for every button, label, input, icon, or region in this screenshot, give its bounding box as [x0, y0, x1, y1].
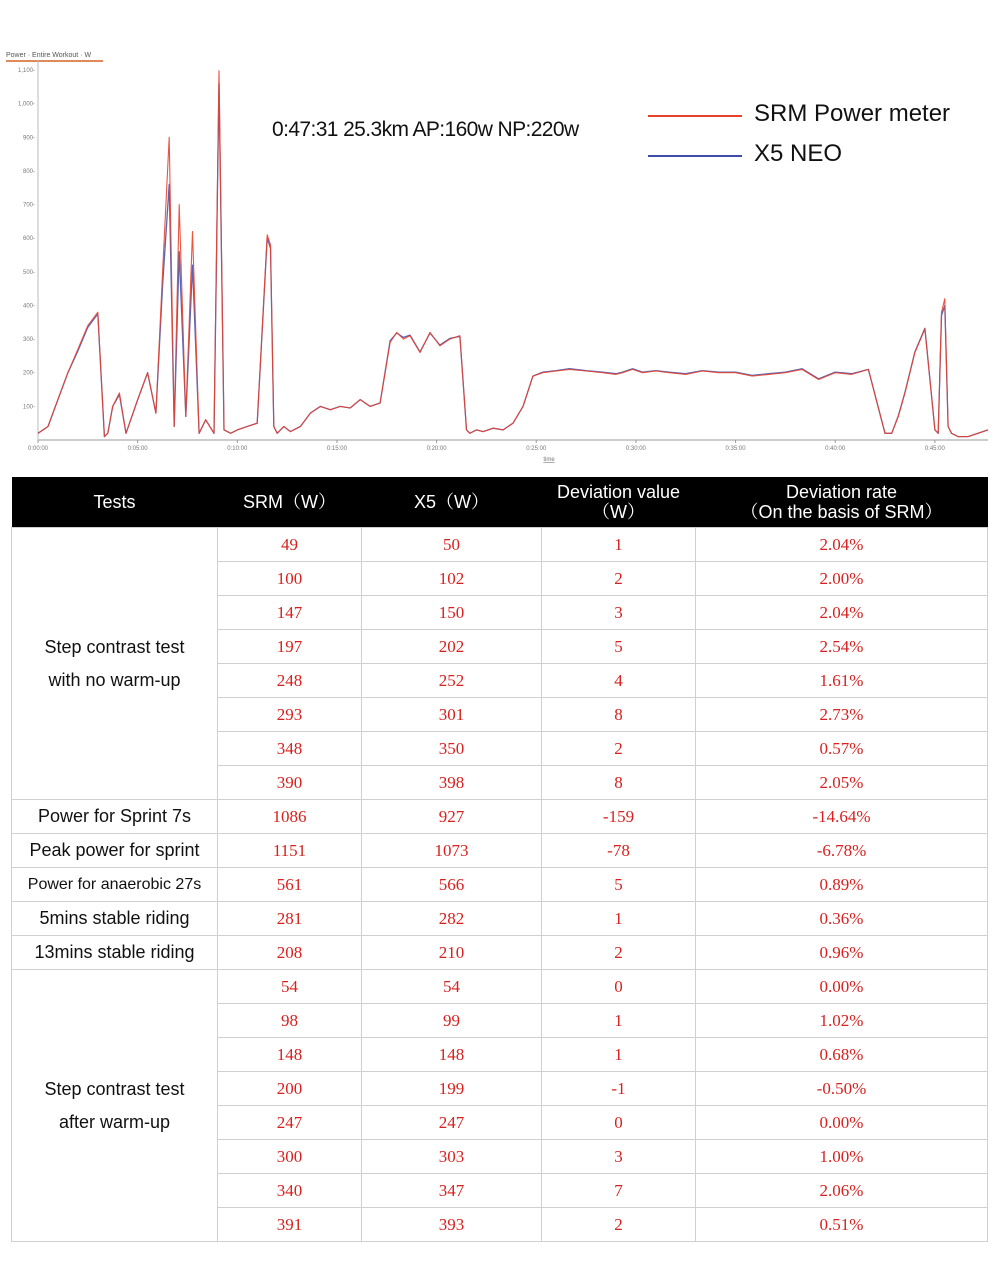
srm-value: 247 [218, 1106, 362, 1140]
deviation-rate: 0.36% [696, 902, 988, 936]
deviation-rate: -14.64% [696, 800, 988, 834]
table-row [12, 970, 988, 1004]
test-name-cell: Power for Sprint 7s [12, 800, 218, 834]
deviation-value: -1 [542, 1072, 696, 1106]
y-tick-label: 700- [22, 202, 35, 209]
x5-value: 102 [362, 562, 542, 596]
deviation-value: 8 [542, 766, 696, 800]
deviation-rate: 2.05% [696, 766, 988, 800]
deviation-value: 2 [542, 936, 696, 970]
x5-value: 347 [362, 1174, 542, 1208]
srm-value: 391 [218, 1208, 362, 1242]
table-body [12, 528, 988, 1242]
x-tick-label: 0:10:00 [227, 446, 248, 452]
header-tests: Tests [12, 477, 218, 528]
srm-value: 390 [218, 766, 362, 800]
test-name-line2: with no warm-up [48, 669, 181, 690]
x5-value: 282 [362, 902, 542, 936]
x5-value: 210 [362, 936, 542, 970]
x5-value: 202 [362, 630, 542, 664]
test-name-cell [12, 528, 218, 800]
legend-line-srm [648, 115, 742, 117]
x5-value: 301 [362, 698, 542, 732]
x-axis-label: time [543, 457, 555, 463]
x-tick-label: 0:15:00 [326, 446, 347, 452]
deviation-value: 1 [542, 1038, 696, 1072]
table-row [12, 834, 988, 868]
table-header-row [12, 477, 988, 528]
y-tick-label: 1,100- [17, 68, 35, 74]
legend-label-x5: X5 NEO [754, 140, 843, 167]
deviation-value: 4 [542, 664, 696, 698]
x5-value: 927 [362, 800, 542, 834]
srm-value: 300 [218, 1140, 362, 1174]
y-tick-label: 200- [22, 370, 35, 377]
deviation-rate: 1.00% [696, 1140, 988, 1174]
power-chart [0, 40, 1000, 470]
x-tick-label: 0:30:00 [625, 446, 646, 452]
test-name-cell [12, 970, 218, 1242]
test-name-cell: 13mins stable riding [12, 936, 218, 970]
x-tick-label: 0:00:00 [27, 446, 49, 452]
table-row [12, 936, 988, 970]
srm-value: 147 [218, 596, 362, 630]
legend-line-x5 [648, 155, 742, 157]
test-name-line1: Step contrast test [44, 636, 185, 657]
comparison-table [11, 477, 988, 1242]
test-name-line2: after warm-up [58, 1111, 171, 1132]
x5-value: 150 [362, 596, 542, 630]
deviation-value: 1 [542, 902, 696, 936]
y-tick-label: 1,000- [17, 101, 35, 108]
table-row [12, 902, 988, 936]
deviation-value: 0 [542, 1106, 696, 1140]
x5-value: 566 [362, 868, 542, 902]
table-row [12, 528, 988, 562]
srm-value: 1151 [218, 834, 362, 868]
srm-value: 54 [218, 970, 362, 1004]
srm-value: 148 [218, 1038, 362, 1072]
deviation-rate: -6.78% [696, 834, 988, 868]
header-deviation-rate-line1: Deviation rate [785, 482, 898, 502]
deviation-rate: -0.50% [696, 1072, 988, 1106]
deviation-value: -159 [542, 800, 696, 834]
srm-value: 98 [218, 1004, 362, 1038]
deviation-rate: 2.04% [696, 528, 988, 562]
x5-value: 99 [362, 1004, 542, 1038]
x5-value: 252 [362, 664, 542, 698]
x5-value: 398 [362, 766, 542, 800]
y-tick-label: 500- [22, 269, 35, 276]
srm-value: 197 [218, 630, 362, 664]
x5-value: 1073 [362, 834, 542, 868]
test-name-line1: Step contrast test [44, 1078, 185, 1099]
srm-value: 200 [218, 1072, 362, 1106]
deviation-value: 5 [542, 868, 696, 902]
deviation-rate: 2.00% [696, 562, 988, 596]
x-tick-label: 0:25:00 [526, 446, 547, 452]
x-tick-label: 0:45:00 [924, 446, 945, 452]
srm-value: 348 [218, 732, 362, 766]
chart-tab-label[interactable]: Power · Entire Workout · W [6, 52, 103, 62]
x5-value: 350 [362, 732, 542, 766]
deviation-value: 7 [542, 1174, 696, 1208]
deviation-rate: 0.89% [696, 868, 988, 902]
deviation-rate: 2.04% [696, 596, 988, 630]
deviation-rate: 2.06% [696, 1174, 988, 1208]
srm-value: 208 [218, 936, 362, 970]
deviation-value: 3 [542, 1140, 696, 1174]
deviation-value: 1 [542, 528, 696, 562]
y-tick-label: 900- [22, 135, 35, 142]
x5-value: 303 [362, 1140, 542, 1174]
test-name-cell: 5mins stable riding [12, 902, 218, 936]
test-name-cell: Peak power for sprint [12, 834, 218, 868]
deviation-rate: 0.00% [696, 970, 988, 1004]
x5-value: 247 [362, 1106, 542, 1140]
deviation-value: 2 [542, 732, 696, 766]
header-deviation-rate-line2: （On the basis of SRM） [740, 502, 943, 522]
deviation-rate: 0.96% [696, 936, 988, 970]
x-tick-label: 0:05:00 [127, 446, 148, 452]
y-tick-label: 400- [22, 303, 35, 310]
x-tick-label: 0:40:00 [825, 446, 846, 452]
deviation-rate: 1.02% [696, 1004, 988, 1038]
table-row [12, 800, 988, 834]
deviation-rate: 1.61% [696, 664, 988, 698]
x5-value: 393 [362, 1208, 542, 1242]
deviation-value: 0 [542, 970, 696, 1004]
deviation-value: 2 [542, 562, 696, 596]
header-x5: X5（W） [362, 477, 542, 528]
deviation-value: 2 [542, 1208, 696, 1242]
x5-value: 148 [362, 1038, 542, 1072]
srm-value: 561 [218, 868, 362, 902]
srm-value: 340 [218, 1174, 362, 1208]
deviation-value: 1 [542, 1004, 696, 1038]
y-tick-label: 100- [22, 404, 35, 411]
deviation-value: 5 [542, 630, 696, 664]
x-tick-label: 0:20:00 [426, 446, 447, 452]
x5-value: 54 [362, 970, 542, 1004]
header-srm: SRM（W） [218, 477, 362, 528]
srm-value: 281 [218, 902, 362, 936]
srm-value: 49 [218, 528, 362, 562]
x-tick-label: 0:35:00 [725, 446, 746, 452]
deviation-rate: 0.57% [696, 732, 988, 766]
srm-value: 293 [218, 698, 362, 732]
header-deviation-value: Deviation value（W） [542, 477, 696, 528]
x5-value: 50 [362, 528, 542, 562]
srm-value: 248 [218, 664, 362, 698]
y-tick-label: 800- [22, 168, 35, 175]
srm-value: 1086 [218, 800, 362, 834]
y-tick-label: 600- [22, 236, 35, 243]
table-row [12, 868, 988, 902]
deviation-rate: 2.54% [696, 630, 988, 664]
deviation-rate: 0.68% [696, 1038, 988, 1072]
deviation-value: 8 [542, 698, 696, 732]
srm-value: 100 [218, 562, 362, 596]
deviation-rate: 0.00% [696, 1106, 988, 1140]
header-deviation-rate [696, 477, 988, 528]
deviation-value: -78 [542, 834, 696, 868]
y-tick-label: 300- [22, 337, 35, 344]
deviation-rate: 2.73% [696, 698, 988, 732]
deviation-value: 3 [542, 596, 696, 630]
deviation-rate: 0.51% [696, 1208, 988, 1242]
test-name-cell: Power for anaerobic 27s [12, 868, 218, 902]
legend-label-srm: SRM Power meter [754, 100, 951, 127]
x5-value: 199 [362, 1072, 542, 1106]
workout-stats: 0:47:31 25.3km AP:160w NP:220w [272, 118, 579, 141]
